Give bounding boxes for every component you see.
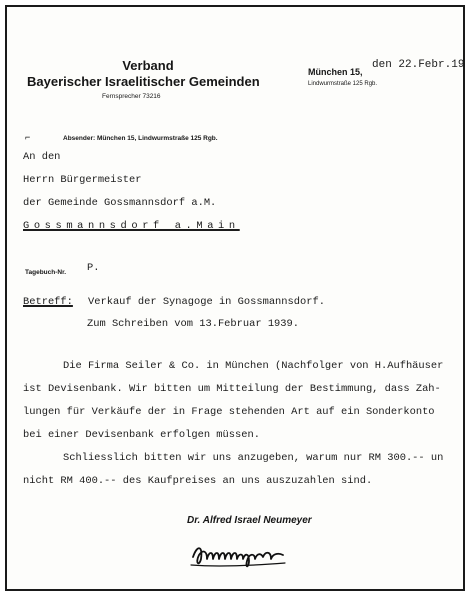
recipient-line1: An den (23, 151, 61, 163)
subject-text: Verkauf der Synagoge in Gossmannsdorf. (88, 296, 325, 308)
recipient-line3: der Gemeinde Gossmannsdorf a.M. (23, 197, 217, 209)
letter-page (5, 5, 465, 591)
recipient-line2: Herrn Bürgermeister (23, 174, 142, 186)
subject-reference: Zum Schreiben vom 13.Februar 1939. (87, 318, 300, 330)
reference-value: P. (87, 262, 100, 274)
subject-label: Betreff: (23, 296, 73, 308)
body-line: nicht RM 400.-- des Kaufpreises an uns auszuzahlen sind. (23, 475, 373, 487)
window-fold-mark: ⌐ (25, 132, 31, 142)
letterhead-street: Lindwurmstraße 125 Rgb. (308, 81, 378, 87)
letter-date: den 22.Febr.19 (372, 59, 465, 71)
recipient-town: Gossmannsdorf a.Main (23, 220, 240, 232)
letterhead-city: München 15, (308, 67, 363, 77)
body-line: Die Firma Seiler & Co. in München (Nachfolger von H.Aufhäuser (63, 360, 444, 372)
body-line: Schliesslich bitten wir uns anzugeben, warum nur RM 300.-- un (63, 452, 444, 464)
handwritten-signature (187, 537, 297, 573)
body-line: ist Devisenbank. Wir bitten um Mitteilung der Bestimmung, dass Zah- (23, 383, 441, 395)
org-name-line2: Bayerischer Israelitischer Gemeinden (27, 74, 260, 89)
org-name-line1: Verband (122, 58, 174, 73)
body-line: bei einer Devisenbank erfolgen müssen. (23, 429, 260, 441)
body-line: lungen für Verkäufe der in Frage stehenden Art auf ein Sonderkonto (23, 406, 435, 418)
sender-line: Absender: München 15, Lindwurmstraße 125 Rgb. (63, 135, 218, 142)
reference-label: Tagebuch-Nr. (25, 269, 67, 276)
signatory-name: Dr. Alfred Israel Neumeyer (187, 515, 312, 526)
phone-number: Fernsprecher 73216 (102, 93, 161, 100)
